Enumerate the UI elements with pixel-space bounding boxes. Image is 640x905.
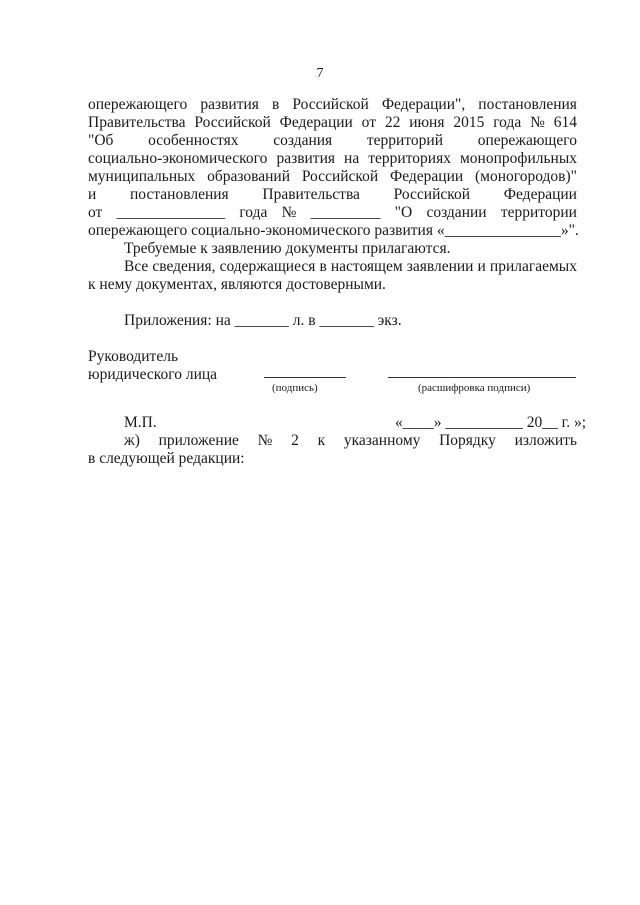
word: № [281,204,297,221]
decoding-caption: (расшифровка подписи) [418,382,531,394]
word: и [477,258,486,275]
word: Правительства [262,186,360,203]
word: настоящем [330,258,403,275]
paragraph-1-line-6 [88,186,577,204]
word: года [493,114,522,131]
word: создании [426,204,487,221]
word: заявлении [406,258,474,275]
word: образований [207,168,291,185]
word: июня [409,114,445,131]
paragraph-3-line-2: к нему документах, являются достоверными. [88,276,386,293]
amendment-line-1 [124,432,577,450]
word: ______________ [116,204,226,221]
paragraph-1-line-3 [88,132,577,150]
signer-title-line-2: юридического лица [88,366,218,383]
paragraph-3-line-1 [124,258,577,276]
page-number: 7 [316,66,324,81]
word: и [88,186,97,203]
word: Правительства [88,114,186,131]
word: территории [500,204,577,221]
word: территориях [368,150,451,167]
signer-title-line-1: Руководитель [88,348,179,365]
word: постановления [130,186,229,203]
word: 22 [384,114,401,131]
decoding-line [388,377,576,378]
word: к [317,432,326,449]
word: территорий [366,132,443,149]
stamp-label: М.П. [124,414,157,431]
word: приложение [158,432,239,449]
word: от [361,114,376,131]
word: особенностях [148,132,239,149]
word: Российской [393,186,471,203]
word: Российской [292,96,369,113]
signature-caption: (подпись) [272,382,318,394]
amendment-line-2: в следующей редакции: [88,450,245,467]
paragraph-1-line-7 [88,204,577,222]
word: от [88,204,103,221]
word: содержащиеся [219,258,316,275]
word: 614 [553,114,577,131]
signature-line [264,377,346,378]
word: указанному [343,432,421,449]
word: прилагаемых [489,258,577,275]
word: монопрофильных [460,150,577,167]
word: ж) [124,432,140,449]
word: развития [200,96,259,113]
paragraph-1-line-2 [88,114,577,132]
paragraph-1-line-1 [88,96,577,114]
date-line: «____» __________ 20__ г. »; [395,414,587,431]
word: на [344,150,360,167]
word: "О [394,204,413,221]
word: Российской [301,168,379,185]
paragraph-1-line-8: опережающего социально-экономического развития «_______________»". [88,222,579,239]
word: _________ [310,204,381,221]
word: сведения, [152,258,216,275]
word: 2015 [453,114,485,131]
word: года [239,204,268,221]
word: (моногородов)" [474,168,577,185]
paragraph-2: Требуемые к заявлению документы прилагаются. [124,240,451,257]
word: Федерации [389,168,464,185]
word: муниципальных [88,168,196,185]
word: № [257,432,273,449]
word: "Об [88,132,114,149]
word: Федерации", [381,96,466,113]
word: в [271,96,280,113]
word: опережающего [88,96,188,113]
word: создания [273,132,333,149]
attachments-line: Приложения: на _______ л. в _______ экз. [124,312,402,329]
word: Федерации [503,186,577,203]
word: Порядку [439,432,496,449]
word: постановления [478,96,577,113]
word: Федерации [279,114,353,131]
word: опережающего [477,132,577,149]
word: Все [124,258,149,275]
word: в [319,258,327,275]
word: развития [276,150,336,167]
word: социально-экономического [88,150,268,167]
word: № [530,114,545,131]
paragraph-1-line-4 [88,150,577,168]
word: 2 [291,432,299,449]
paragraph-1-line-5 [88,168,577,186]
word: изложить [514,432,577,449]
word: Российской [194,114,271,131]
